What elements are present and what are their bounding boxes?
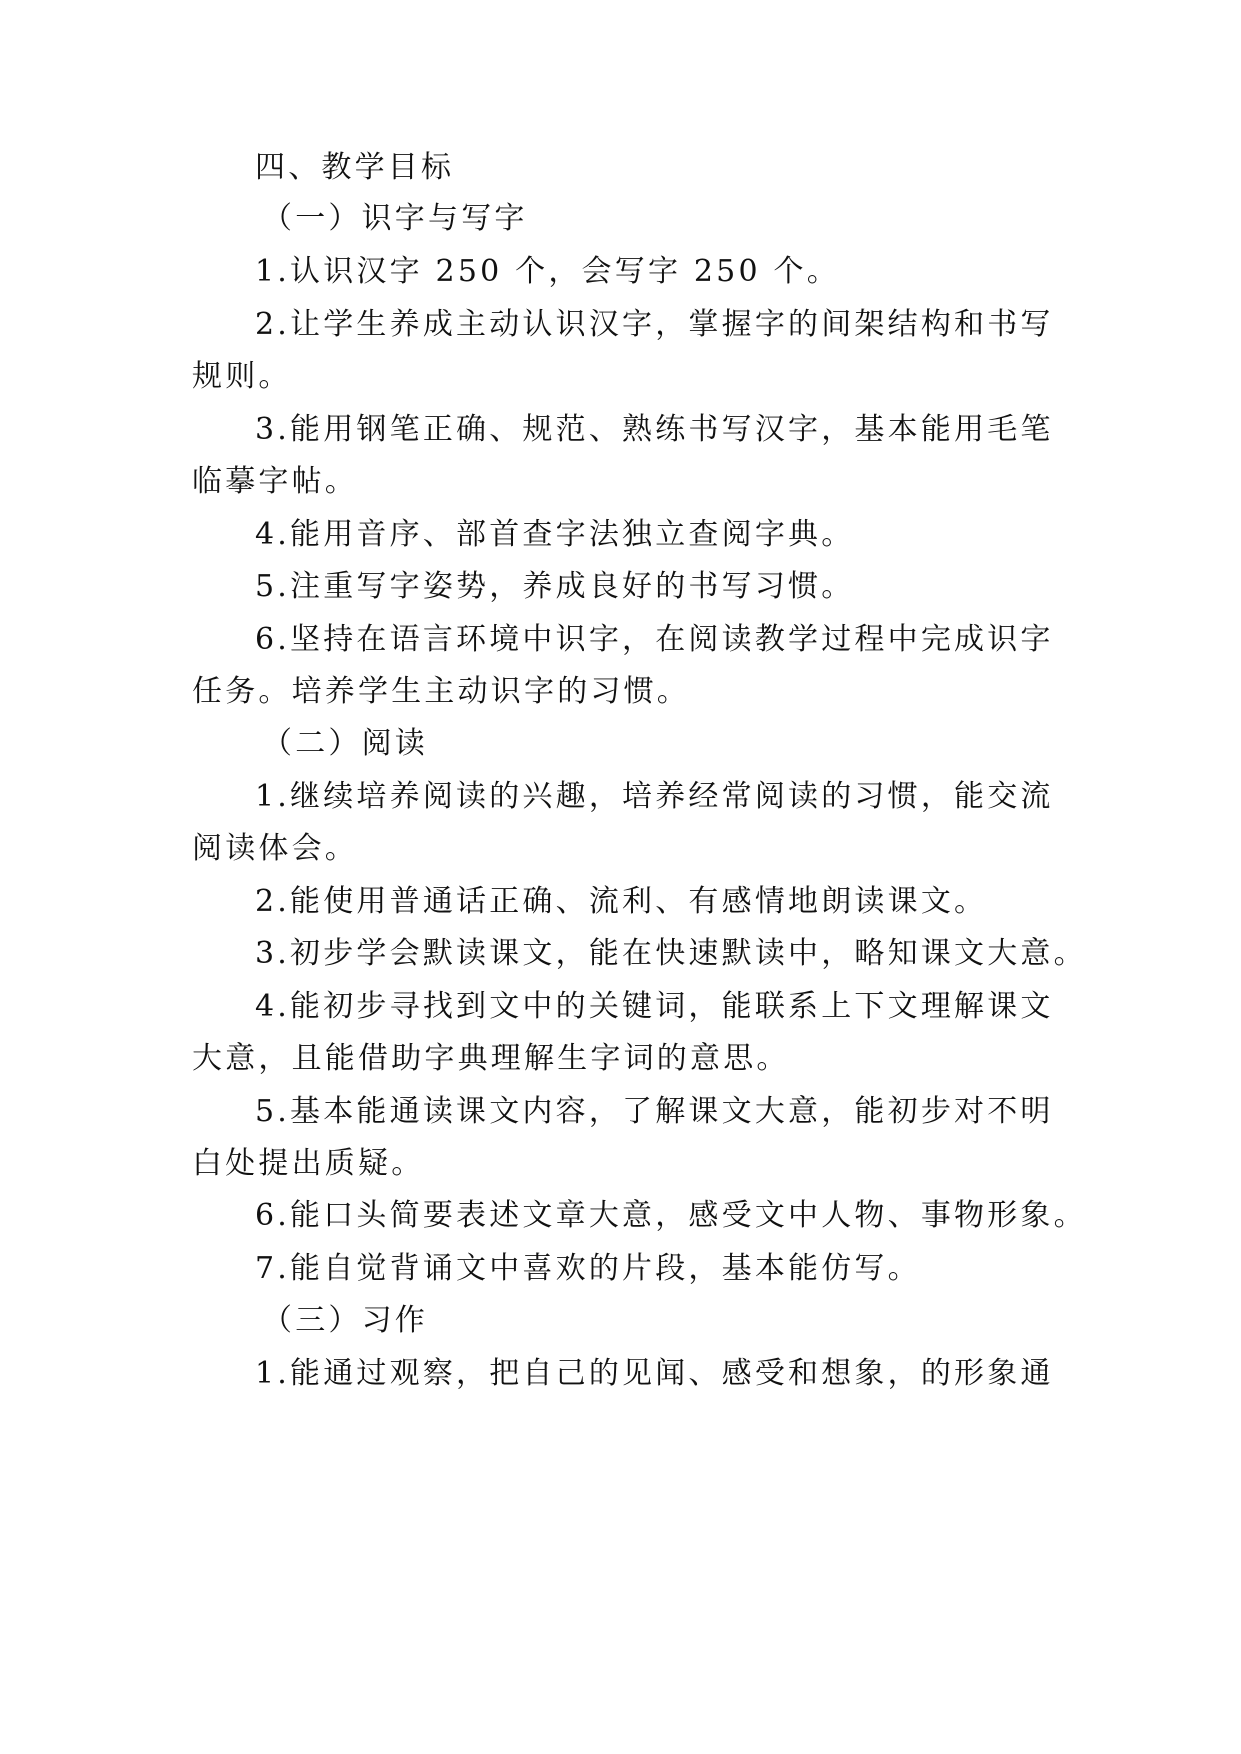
list-item: 5.注重写字姿势，养成良好的书写习惯。 — [255, 569, 855, 604]
list-item: 6.能口头简要表述文章大意，感受文中人物、事物形象。 — [255, 1198, 1087, 1233]
list-item: 2.能使用普通话正确、流利、有感情地朗读课文。 — [255, 884, 988, 919]
list-item: 3.能用钢笔正确、规范、熟练书写汉字，基本能用毛笔 — [255, 412, 1054, 447]
list-item-continuation: 白处提出质疑。 — [192, 1146, 425, 1181]
list-item-continuation: 临摹字帖。 — [192, 464, 358, 499]
list-item: 4.能用音序、部首查字法独立查阅字典。 — [255, 517, 855, 552]
list-item: 3.初步学会默读课文，能在快速默读中，略知课文大意。 — [255, 936, 1087, 971]
list-item-continuation: 阅读体会。 — [192, 831, 358, 866]
list-item: 7.能自觉背诵文中喜欢的片段，基本能仿写。 — [255, 1251, 921, 1286]
list-item: 4.能初步寻找到文中的关键词，能联系上下文理解课文 — [255, 989, 1054, 1024]
section-heading: 四、教学目标 — [255, 150, 455, 185]
list-item-continuation: 大意，且能借助字典理解生字词的意思。 — [192, 1041, 790, 1076]
list-item: 1.能通过观察，把自己的见闻、感受和想象，的形象通 — [255, 1356, 1054, 1391]
list-item: 1.继续培养阅读的兴趣，培养经常阅读的习惯，能交流 — [255, 779, 1054, 814]
list-item-continuation: 规则。 — [192, 359, 292, 394]
list-item: 5.基本能通读课文内容，了解课文大意，能初步对不明 — [255, 1094, 1054, 1129]
list-item-continuation: 任务。培养学生主动识字的习惯。 — [192, 674, 690, 709]
subsection-heading: （一）识字与写字 — [262, 201, 528, 236]
subsection-heading: （三）习作 — [262, 1303, 428, 1338]
subsection-heading: （二）阅读 — [262, 726, 428, 761]
list-item: 1.认识汉字 250 个，会写字 250 个。 — [255, 254, 840, 289]
list-item: 2.让学生养成主动认识汉字，掌握字的间架结构和书写 — [255, 307, 1054, 342]
list-item: 6.坚持在语言环境中识字，在阅读教学过程中完成识字 — [255, 622, 1054, 657]
